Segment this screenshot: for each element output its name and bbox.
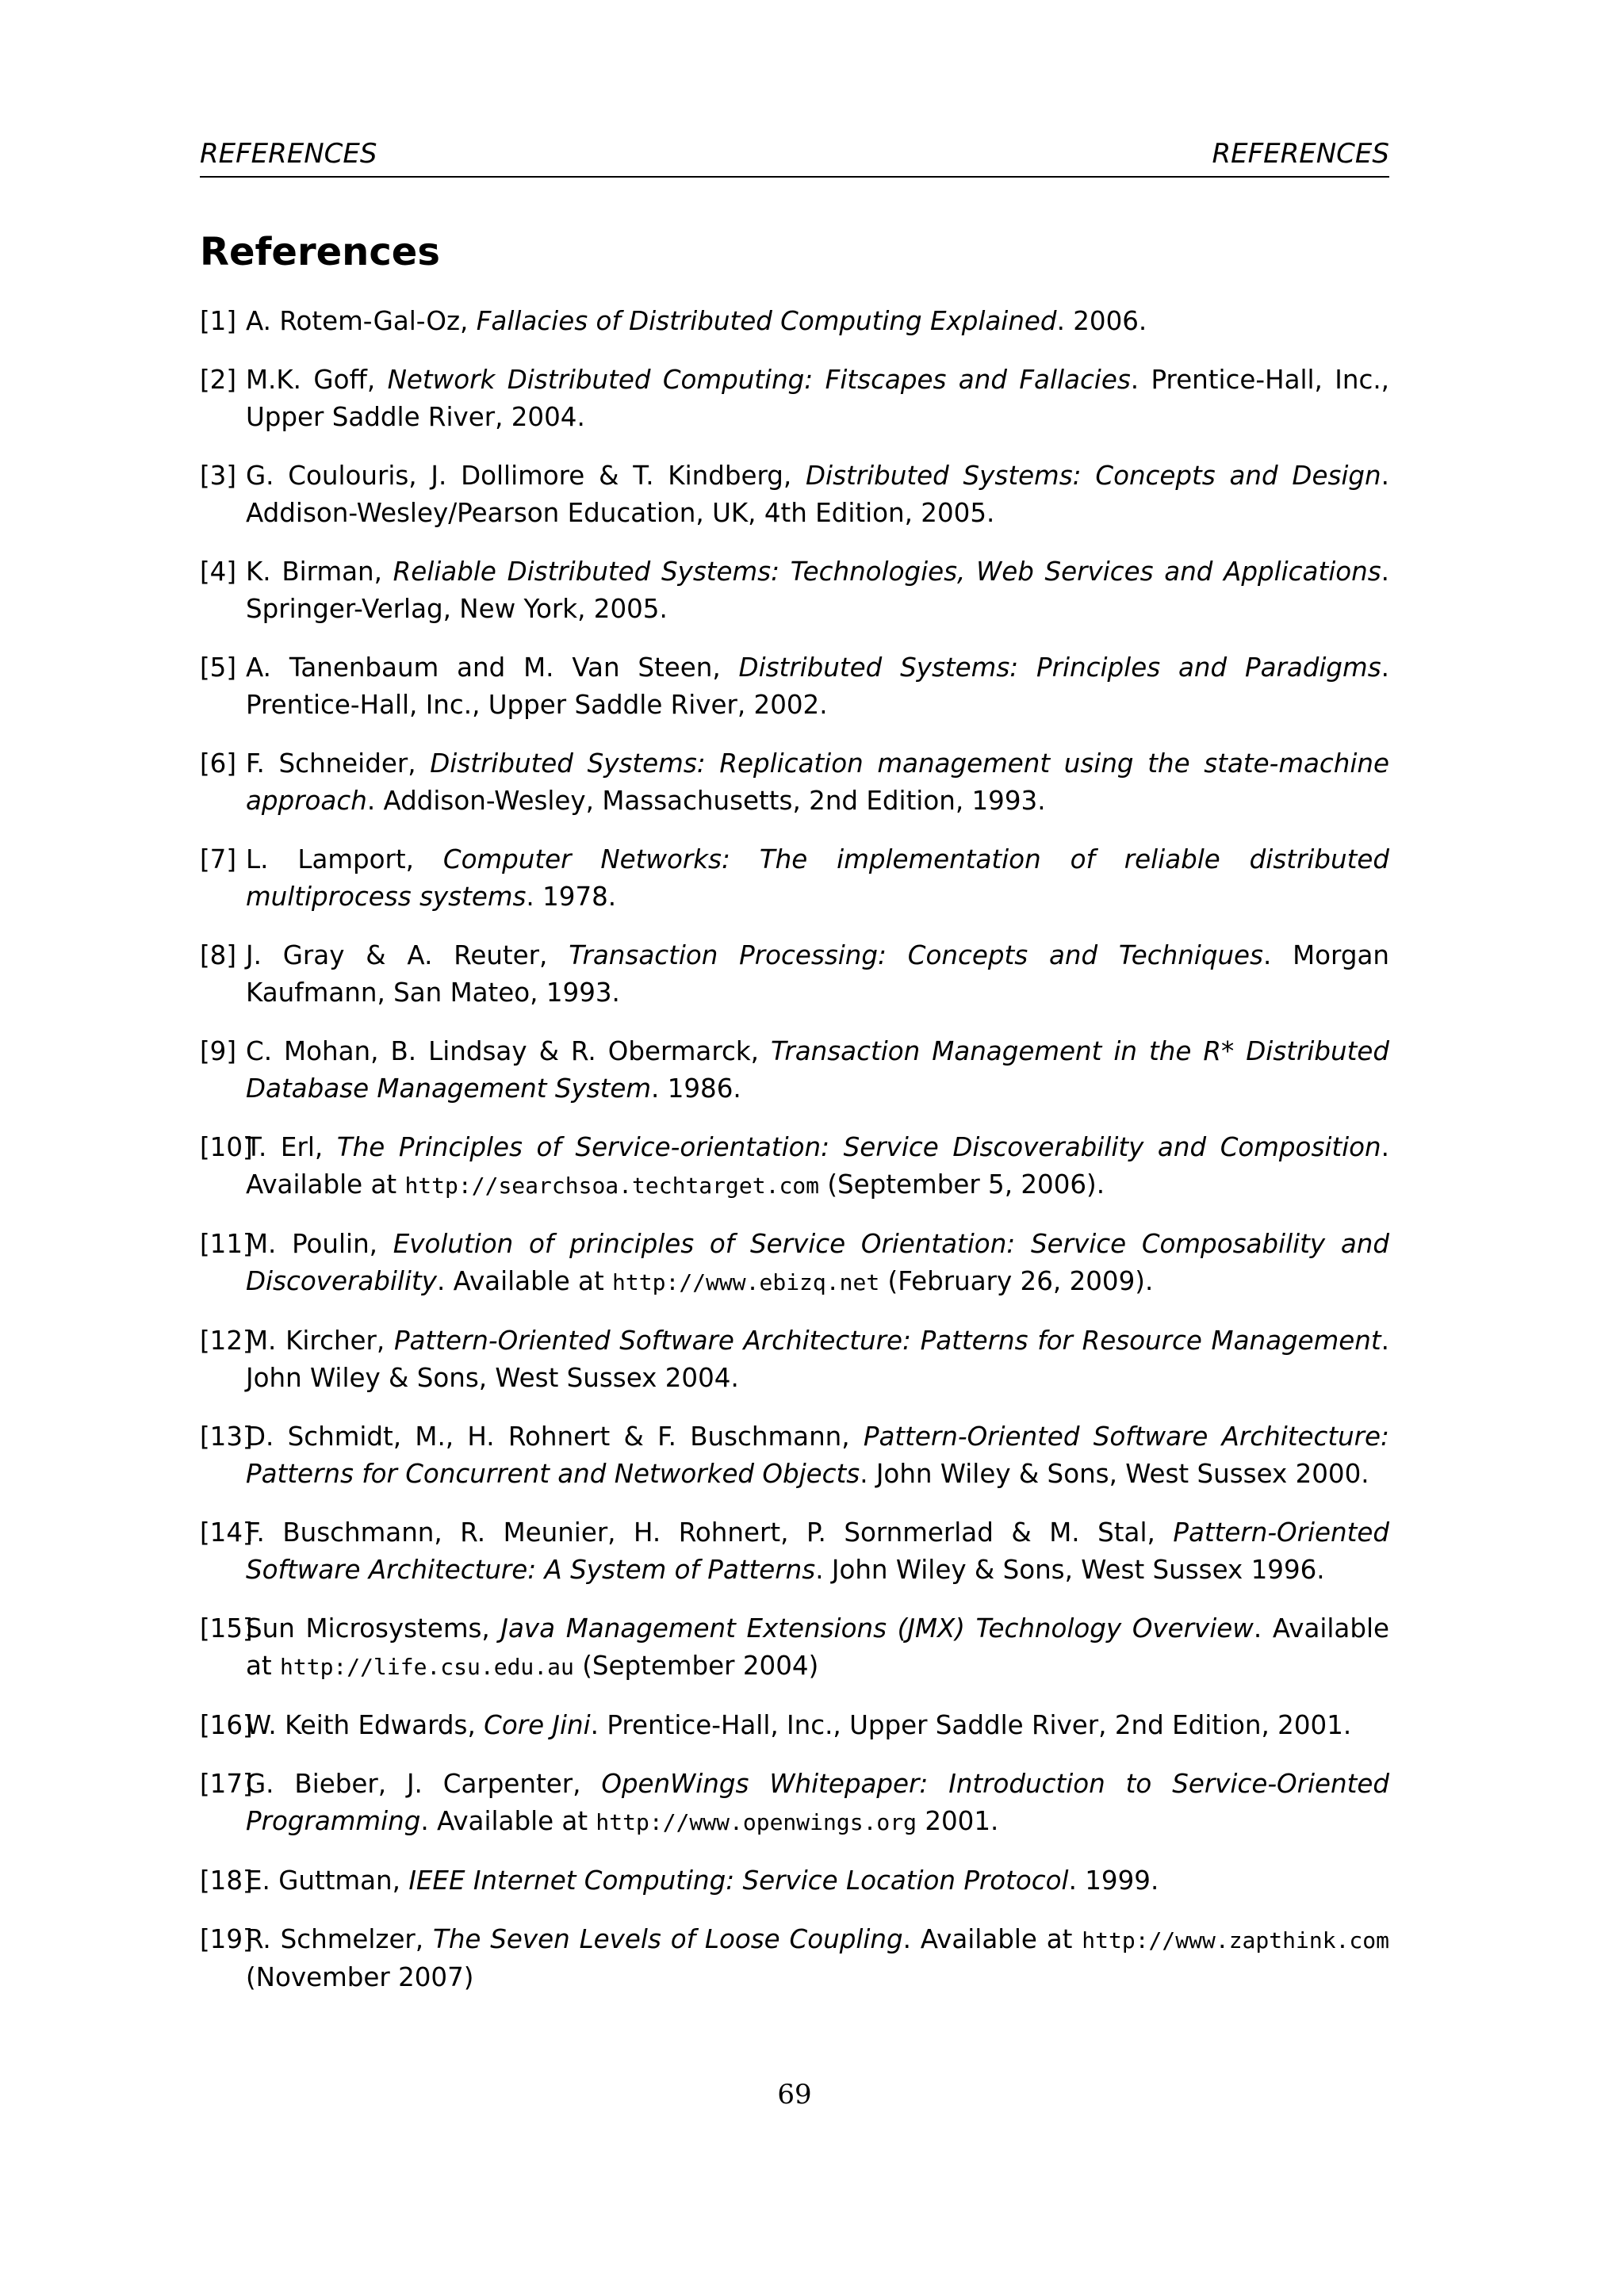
- document-page: [200, 0, 1389, 2296]
- reference-title: Java Management Extensions (JMX) Technology Overview: [500, 1613, 1254, 1644]
- reference-authors: J. Gray & A. Reuter,: [246, 940, 569, 970]
- reference-title: Network Distributed Computing: Fitscapes and Fallacies: [387, 365, 1131, 395]
- reference-item: [200, 841, 1389, 916]
- reference-item: [200, 1322, 1389, 1397]
- reference-url: http://www.ebizq.net: [612, 1269, 880, 1295]
- reference-tail: (September 2004): [573, 1651, 819, 1681]
- reference-number: [10]: [200, 1132, 253, 1162]
- reference-number: [7]: [200, 844, 237, 874]
- reference-number: [15]: [200, 1613, 253, 1644]
- reference-number: [13]: [200, 1422, 253, 1452]
- reference-number: [17]: [200, 1769, 253, 1799]
- reference-number: [2]: [200, 365, 237, 395]
- reference-item: [200, 1921, 1389, 1996]
- reference-title: Fallacies of Distributed Computing Explained: [476, 306, 1057, 336]
- reference-details: . Springer-Verlag, New York, 2005.: [246, 557, 1389, 624]
- section-title: References: [200, 230, 440, 274]
- reference-list: [200, 303, 1389, 2018]
- reference-item: [200, 1514, 1389, 1589]
- reference-tail: 2001.: [917, 1806, 999, 1836]
- reference-number: [11]: [200, 1229, 253, 1259]
- reference-authors: E. Guttman,: [246, 1866, 409, 1896]
- reference-details: . Addison-Wesley, Massachusetts, 2nd Edition, 1993.: [366, 786, 1046, 816]
- reference-details: . Prentice-Hall, Inc., Upper Saddle River, 2002.: [246, 652, 1389, 720]
- reference-item: [200, 1862, 1389, 1900]
- reference-number: [12]: [200, 1326, 253, 1356]
- reference-authors: R. Schmelzer,: [246, 1924, 433, 1954]
- reference-title: Evolution of principles of Service Orientation: Service Composability and Discoverability: [246, 1229, 1389, 1296]
- reference-title: Reliable Distributed Systems: Technologies, Web Services and Applications: [393, 557, 1381, 587]
- reference-item: [200, 1226, 1389, 1301]
- reference-item: [200, 1129, 1389, 1204]
- reference-url: http://www.zapthink.com: [1082, 1927, 1389, 1954]
- reference-details: . Available at: [420, 1806, 596, 1836]
- reference-number: [8]: [200, 940, 237, 970]
- reference-authors: Sun Microsystems,: [246, 1613, 501, 1644]
- reference-title: Computer Networks: The implementation of reliable distributed multiprocess systems: [246, 844, 1390, 912]
- reference-title: The Principles of Service-orientation: Service Discoverability and Composition: [336, 1132, 1381, 1162]
- reference-item: [200, 457, 1389, 532]
- reference-item: [200, 1707, 1389, 1744]
- reference-title: Transaction Processing: Concepts and Techniques: [569, 940, 1263, 970]
- reference-authors: K. Birman,: [246, 557, 393, 587]
- page-number: 69: [777, 2079, 812, 2110]
- reference-details: . Addison-Wesley/Pearson Education, UK, 4th Edition, 2005.: [246, 461, 1389, 528]
- reference-number: [1]: [200, 306, 237, 336]
- reference-details: . Available at: [436, 1266, 613, 1296]
- reference-tail: (November 2007): [246, 1962, 474, 1992]
- reference-details: . John Wiley & Sons, West Sussex 2004.: [246, 1326, 1389, 1393]
- reference-details: . Available at: [246, 1613, 1389, 1681]
- reference-authors: M. Poulin,: [246, 1229, 393, 1259]
- reference-authors: M. Kircher,: [246, 1326, 394, 1356]
- reference-details: . Prentice-Hall, Inc., Upper Saddle River, 2004.: [246, 365, 1390, 432]
- reference-title: Pattern-Oriented Software Architecture: Patterns for Resource Management: [393, 1326, 1381, 1356]
- reference-details: . John Wiley & Sons, West Sussex 1996.: [815, 1555, 1325, 1585]
- reference-item: [200, 303, 1389, 340]
- reference-details: . 1986.: [651, 1073, 741, 1104]
- reference-item: [200, 937, 1389, 1012]
- reference-authors: W. Keith Edwards,: [246, 1710, 485, 1740]
- reference-number: [14]: [200, 1517, 253, 1548]
- reference-authors: T. Erl,: [246, 1132, 337, 1162]
- reference-authors: L. Lamport,: [246, 844, 443, 874]
- reference-number: [4]: [200, 557, 237, 587]
- reference-title: Transaction Management in the R* Distributed Database Management System: [246, 1036, 1389, 1104]
- reference-title: Pattern-Oriented Software Architecture: A System of Patterns: [246, 1517, 1389, 1585]
- reference-number: [5]: [200, 652, 237, 683]
- reference-item: [200, 553, 1389, 628]
- reference-title: OpenWings Whitepaper: Introduction to Service-Oriented Programming: [246, 1769, 1389, 1836]
- reference-details: . 1978.: [526, 882, 617, 912]
- reference-item: [200, 362, 1389, 436]
- reference-title: IEEE Internet Computing: Service Location Protocol: [408, 1866, 1069, 1896]
- reference-details: . Prentice-Hall, Inc., Upper Saddle River, 2nd Edition, 2001.: [590, 1710, 1352, 1740]
- reference-title: Distributed Systems: Replication management using the state-machine approach: [246, 748, 1389, 816]
- reference-authors: A. Rotem-Gal-Oz,: [246, 306, 477, 336]
- reference-title: Distributed Systems: Principles and Paradigms: [738, 652, 1381, 683]
- reference-details: . 1999.: [1068, 1866, 1159, 1896]
- reference-details: . 2006.: [1056, 306, 1147, 336]
- reference-authors: F. Buschmann, R. Meunier, H. Rohnert, P. Sornmerlad & M. Stal,: [246, 1517, 1174, 1548]
- running-header-right: REFERENCES: [1212, 138, 1389, 170]
- reference-number: [18]: [200, 1866, 253, 1896]
- reference-authors: F. Schneider,: [246, 748, 431, 779]
- reference-item: [200, 1033, 1389, 1108]
- reference-title: The Seven Levels of Loose Coupling: [432, 1924, 903, 1954]
- reference-authors: G. Bieber, J. Carpenter,: [246, 1769, 602, 1799]
- reference-url: http://www.openwings.org: [596, 1809, 917, 1835]
- reference-authors: M.K. Goff,: [246, 365, 388, 395]
- running-header-left: REFERENCES: [200, 138, 377, 170]
- reference-url: http://searchsoa.techtarget.com: [404, 1173, 820, 1199]
- reference-details: . Available at: [246, 1132, 1389, 1200]
- reference-item: [200, 649, 1389, 724]
- reference-item: [200, 1418, 1389, 1493]
- reference-details: . Morgan Kaufmann, San Mateo, 1993.: [246, 940, 1389, 1008]
- reference-title: Pattern-Oriented Software Architecture: Patterns for Concurrent and Networked Objects: [246, 1422, 1389, 1489]
- reference-number: [9]: [200, 1036, 237, 1066]
- reference-authors: G. Coulouris, J. Dollimore & T. Kindberg,: [246, 461, 806, 491]
- reference-item: [200, 1766, 1389, 1841]
- running-header: [200, 136, 1389, 178]
- reference-number: [3]: [200, 461, 237, 491]
- reference-title: Distributed Systems: Concepts and Design: [806, 461, 1381, 491]
- reference-title: Core Jini: [484, 1710, 591, 1740]
- reference-url: http://life.csu.edu.au: [280, 1654, 574, 1680]
- reference-authors: D. Schmidt, M., H. Rohnert & F. Buschmann,: [246, 1422, 864, 1452]
- reference-authors: A. Tanenbaum and M. Van Steen,: [246, 652, 739, 683]
- reference-authors: C. Mohan, B. Lindsay & R. Obermarck,: [246, 1036, 772, 1066]
- reference-details: . Available at: [902, 1924, 1082, 1954]
- reference-tail: (September 5, 2006).: [819, 1169, 1105, 1200]
- reference-tail: (February 26, 2009).: [879, 1266, 1154, 1296]
- reference-number: [16]: [200, 1710, 253, 1740]
- reference-item: [200, 745, 1389, 820]
- reference-item: [200, 1610, 1389, 1686]
- reference-number: [19]: [200, 1924, 253, 1954]
- reference-number: [6]: [200, 748, 237, 779]
- reference-details: . John Wiley & Sons, West Sussex 2000.: [860, 1459, 1369, 1489]
